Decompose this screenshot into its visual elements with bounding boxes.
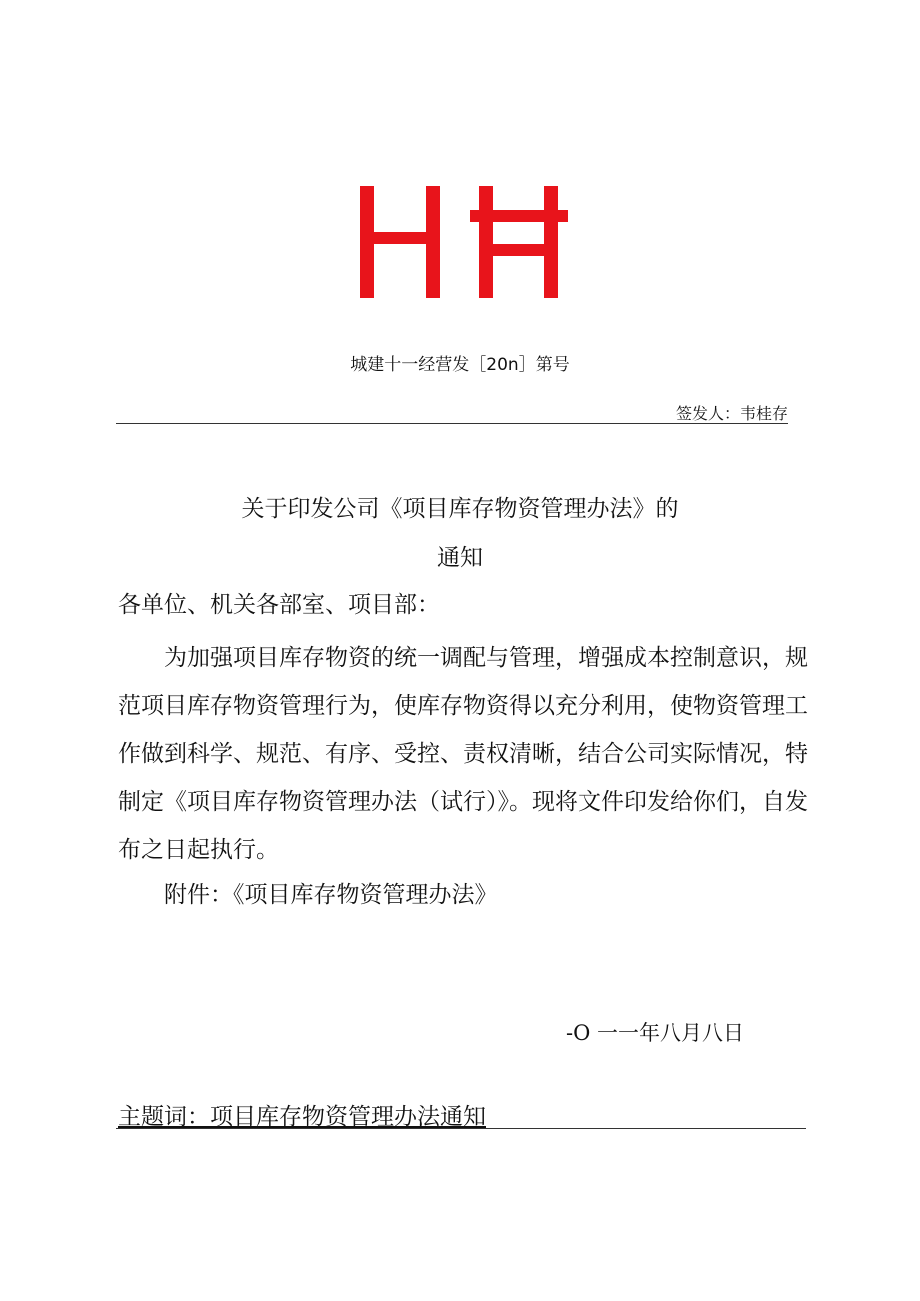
footer-divider [116, 1128, 806, 1129]
red-hh-emblem-icon [360, 186, 568, 298]
subject-keywords-text: 主题词：项目库存物资管理办法通知 [118, 1104, 486, 1130]
document-number: 城建十一经营发［20n］第号 [350, 355, 570, 375]
signer-line: 签发人：韦桂存 [675, 404, 788, 423]
salutation: 各单位、机关各部室、项目部： [118, 592, 440, 618]
issue-date: -O 一一年八月八日 [566, 1021, 744, 1045]
document-title-line-2: 通知 [437, 545, 483, 571]
body-paragraph: 为加强项目库存物资的统一调配与管理，增强成本控制意识，规范项目库存物资管理行为，使库存物资得以充分利用，使物资管理工作做到科学、规范、有序、受控、责权清晰，结合公司实际情况，特制定《项目库存物资管理办法（试行）》。现将文件印发给你们，自发布之日起执行。 [118, 645, 808, 863]
subject-keywords [118, 1098, 486, 1131]
attachment-line: 附件：《项目库存物资管理办法》 [164, 882, 498, 908]
header-divider [116, 423, 788, 424]
document-title-line-1: 关于印发公司《项目库存物资管理办法》的 [241, 496, 679, 522]
